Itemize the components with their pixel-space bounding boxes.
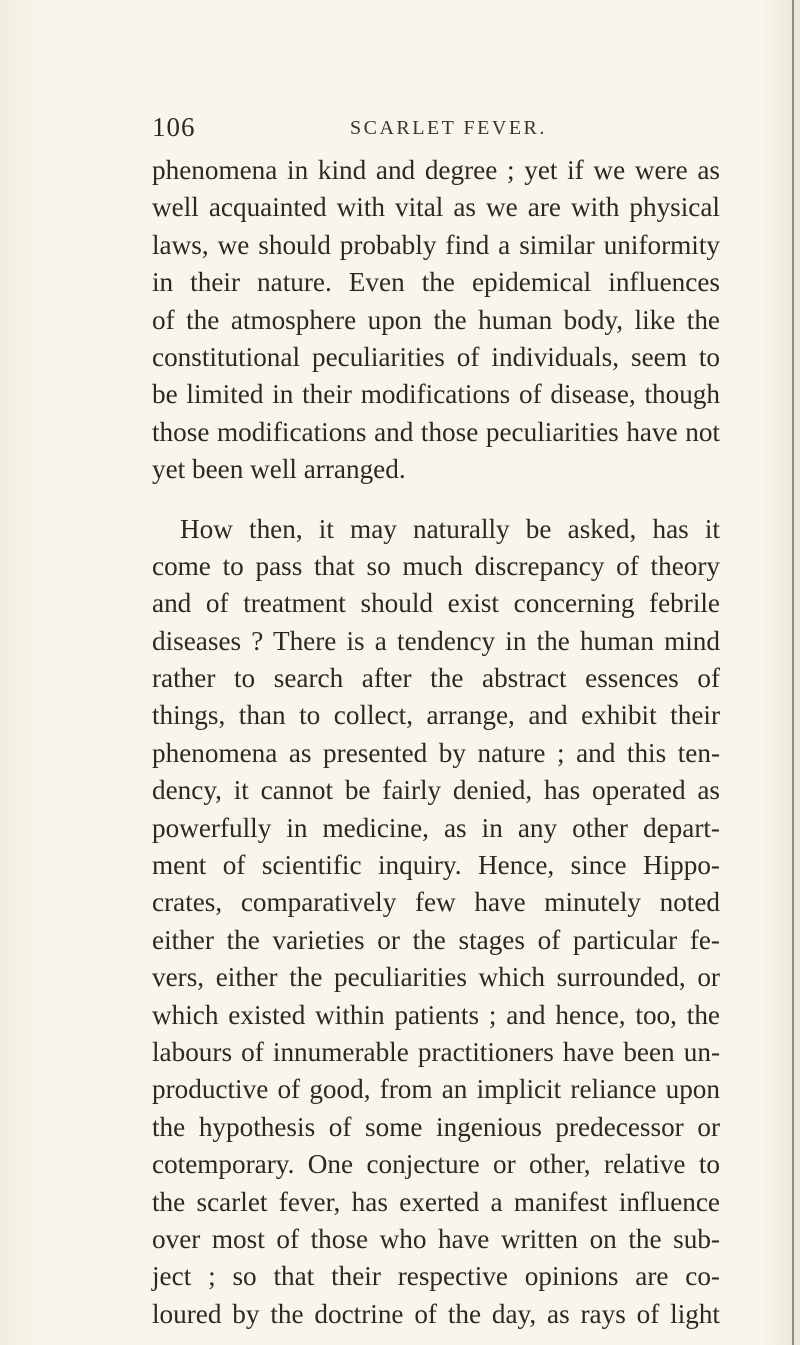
text-line: laws, we should probably find a similar uniformity <box>152 229 720 260</box>
text-line: powerfully in medicine, as in any other depart- <box>152 812 720 843</box>
text-line: productive of good, from an implicit reliance upon <box>152 1074 720 1105</box>
text-line: things, than to collect, arrange, and exhibit their <box>152 700 720 731</box>
text-line: come to pass that so much discrepancy of theory <box>152 550 720 581</box>
page-edge-line <box>792 0 794 1345</box>
text-line: rather to search after the abstract essences of <box>152 663 720 694</box>
text-line: phenomena in kind and degree ; yet if we were as <box>152 155 720 185</box>
text-line: crates, comparatively few have minutely noted <box>152 887 720 918</box>
text-line: loured by the doctrine of the day, as rays of light <box>152 1298 720 1329</box>
text-line: over most of those who have written on the sub- <box>152 1223 720 1254</box>
text-line: ment of scientific inquiry. Hence, since Hippo- <box>152 850 720 881</box>
text-line: in their nature. Even the epidemical influences <box>152 267 720 298</box>
text-line: which existed within patients ; and hence, too, the <box>152 999 720 1030</box>
text-line: the scarlet fever, has exerted a manifest influence <box>152 1186 720 1217</box>
text-line: How then, it may naturally be asked, has it <box>180 513 720 544</box>
text-line: well acquainted with vital as we are with physical <box>152 192 720 223</box>
text-line: ject ; so that their respective opinions are co- <box>152 1261 720 1292</box>
text-line: be limited in their modifications of disease, though <box>152 379 720 410</box>
text-line: those modifications and those peculiarities have not <box>152 416 720 447</box>
running-title: SCARLET FEVER. <box>350 117 547 139</box>
running-head <box>152 112 712 152</box>
text-line: labours of innumerable practitioners have been un- <box>152 1036 720 1067</box>
text-line: phenomena as presented by nature ; and this ten- <box>152 737 720 768</box>
paragraph-2 <box>152 511 720 1334</box>
text-line: constitutional peculiarities of individuals, seem to <box>152 341 720 372</box>
text-line: vers, either the peculiarities which surrounded, or <box>152 962 720 993</box>
paragraph-1 <box>152 152 720 489</box>
text-line: dency, it cannot be fairly denied, has operated as <box>152 775 720 806</box>
text-line: and of treatment should exist concerning febrile <box>152 588 720 619</box>
text-line: the hypothesis of some ingenious predecessor or <box>152 1111 720 1142</box>
paragraph-gap <box>152 489 720 511</box>
page-number: 106 <box>152 112 196 142</box>
text-line: of the atmosphere upon the human body, like the <box>152 304 720 335</box>
text-line: diseases ? There is a tendency in the human mind <box>152 625 720 656</box>
text-line: yet been well arranged. <box>152 454 406 485</box>
text-line: cotemporary. One conjecture or other, relative to <box>152 1149 720 1180</box>
body-text <box>152 152 720 1333</box>
page-edge-shadow <box>794 0 800 1345</box>
text-line: either the varieties or the stages of particular fe- <box>152 924 720 955</box>
